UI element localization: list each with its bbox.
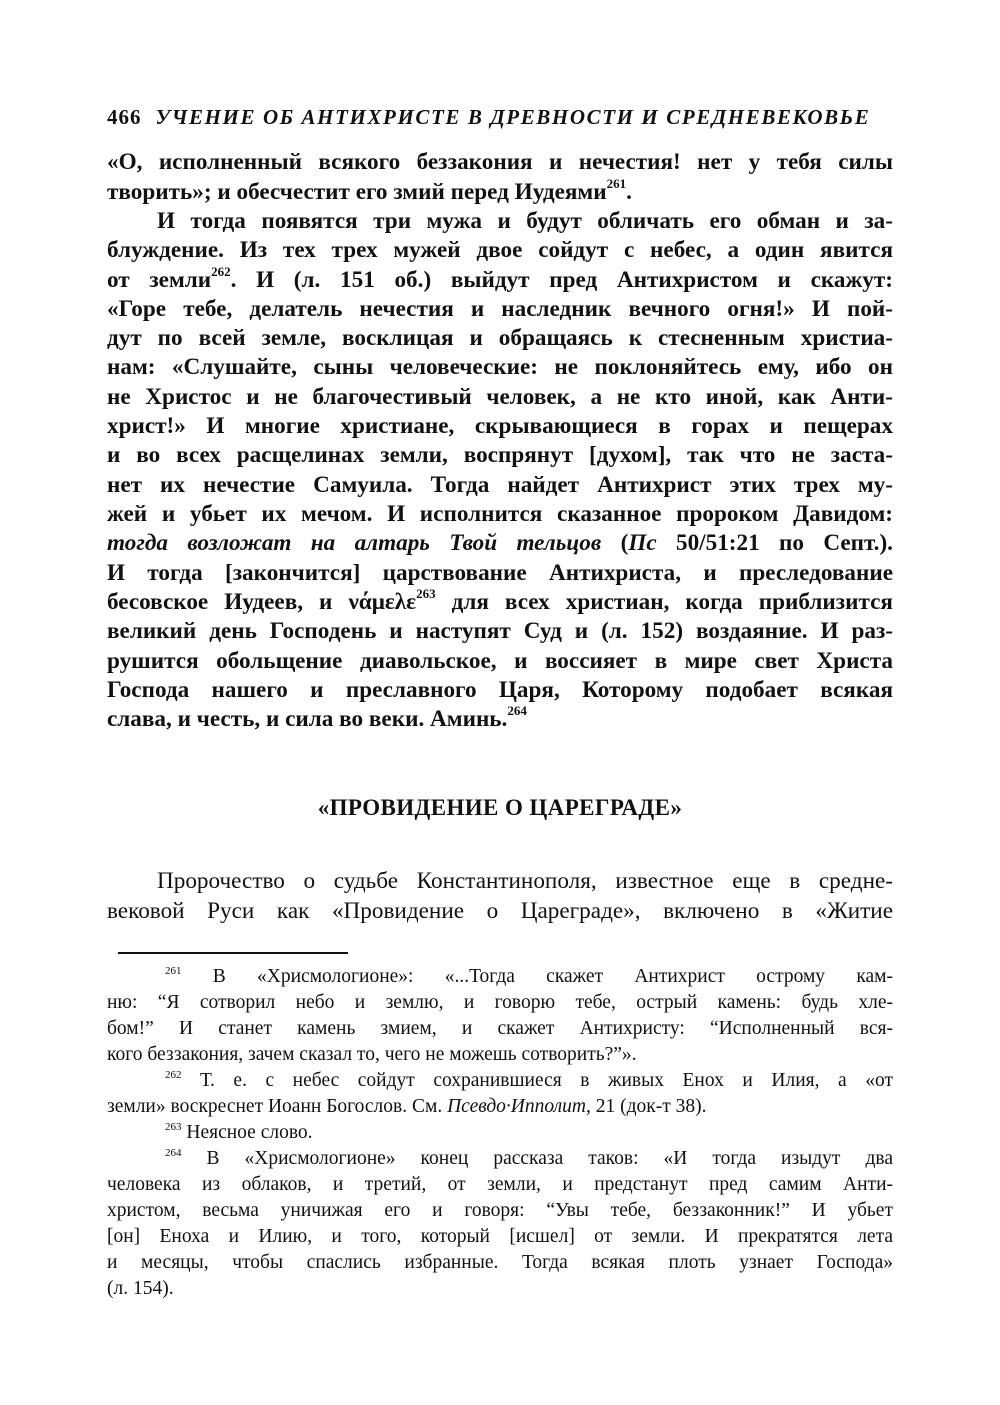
- text-line: Пророчество о судьбе Константинополя, известное еще в средне-: [157, 868, 893, 894]
- text-line: рушится обольщение диавольское, и воссияет в мире свет Христа: [107, 648, 893, 674]
- text-line: от земли$^{262}$. И (л. 151 об.) выйдут пред Антихристом и скажут:: [107, 264, 893, 293]
- text-line: слава, и честь, и сила во веки. Аминь.$^{264}$: [107, 703, 527, 732]
- footnote-line: [он] Еноха и Илию, и того, который [исшел] от земли. И прекратятся лета: [107, 1226, 893, 1247]
- text-line: «Горе тебе, делатель нечестия и наследник вечного огня!» И пой-: [107, 296, 893, 322]
- running-title: УЧЕНИЕ ОБ АНТИХРИСТЕ В ДРЕВНОСТИ И СРЕДНЕВЕКОВЬЕ: [155, 105, 871, 129]
- text-line: творить»; и обесчестит его змий перед Иудеями$^{261}$.: [107, 176, 632, 205]
- footnote-line: ню: “Я сотворил небо и землю, и говорю тебе, острый камень: будь хле-: [107, 992, 893, 1013]
- text-line: вековой Руси как «Провидение о Цареграде», включено в «Житие: [107, 898, 893, 924]
- text-line: великий день Господень и наступят Суд и (л. 152) воздаяние. И раз-: [107, 618, 893, 644]
- section-heading: «ПРОВИДЕНИЕ О ЦАРЕГРАДЕ»: [317, 795, 683, 820]
- footnote-line: земли» воскреснет Иоанн Богослов. См. Псевдо·Ипполит, 21 (док-т 38).: [107, 1096, 707, 1117]
- text-line: не Христос и не благочестивый человек, а не кто иной, как Анти-: [107, 384, 893, 410]
- text-line: нам: «Слушайте, сыны человеческие: не поклоняйтесь ему, ибо он: [107, 354, 893, 380]
- footnote-264: $^{264}$ В «Хрисмологионе» конец рассказа таков: «И тогда изыдут два: [165, 1146, 893, 1169]
- footnote-line: (л. 154).: [107, 1278, 174, 1299]
- text-line: христ!» И многие христиане, скрывающиеся в горах и пещерах: [107, 413, 893, 439]
- text-line: тогда возложат на алтарь Твой тельцов (Пс 50/51:21 по Септ.).: [107, 530, 893, 556]
- text-line: бесовское Иудеев, и νάμελε$^{263}$ для всех христиан, когда приблизится: [107, 586, 893, 615]
- text-line: и во всех расщелинах земли, воспрянут [духом], так что не заста-: [107, 442, 893, 468]
- footnote-line: человека из облаков, и третий, от земли, и предстанут пред самим Анти-: [107, 1174, 893, 1195]
- text-line: И тогда [закончится] царствование Антихриста, и преследование: [107, 560, 893, 586]
- psalm-quote: тогда возложат на алтарь Твой тельцов: [107, 530, 602, 556]
- footnote-line: христом, весьма уничижая его и говоря: “Увы тебе, беззаконник!” И убьет: [107, 1200, 893, 1221]
- text-line: жей и убьет их мечом. И исполнится сказанное пророком Давидом:: [107, 501, 893, 527]
- text-line: «О, исполненный всякого беззакония и нечестия! нет у тебя силы: [107, 149, 893, 175]
- footnote-line: кого беззакония, зачем сказал то, чего не можешь сотворить?”».: [107, 1044, 637, 1065]
- text-line: И тогда появятся три мужа и будут обличать его обман и за-: [157, 208, 893, 234]
- footnote-ref-262: 262: [211, 264, 231, 280]
- footnote-line: и месяцы, чтобы спаслись избранные. Тогда всякая плоть узнает Господа»: [107, 1252, 893, 1273]
- text-line: нет их нечестие Самуила. Тогда найдет Антихрист этих трех му-: [107, 472, 893, 498]
- text-line: дут по всей земле, восклицая и обращаясь к стесненным христиа-: [107, 325, 893, 351]
- text-line: Господа нашего и преславного Царя, Которому подобает всякая: [107, 677, 893, 703]
- footnote-ref-261: 261: [606, 176, 627, 192]
- footnote-line: бом!” И станет камень змием, и скажет Антихристу: “Исполненный вся-: [107, 1018, 893, 1039]
- footnote-261: $^{261}$ В «Хрисмологионе»: «...Тогда скажет Антихрист острому кам-: [165, 964, 893, 987]
- footnote-ref-264: 264: [507, 703, 527, 719]
- footnote-ref-263: 263: [416, 586, 436, 602]
- footnote-262: $^{262}$ Т. е. с небес сойдут сохранившиеся в живых Енох и Илия, а «от: [165, 1068, 893, 1091]
- footnote-separator: [118, 952, 348, 954]
- text-line: блуждение. Из тех трех мужей двое сойдут с небес, а один явится: [107, 237, 893, 263]
- running-header: [107, 104, 897, 130]
- page-number: 466: [107, 105, 142, 129]
- footnote-263: $^{263}$ Неясное слово.: [165, 1120, 313, 1143]
